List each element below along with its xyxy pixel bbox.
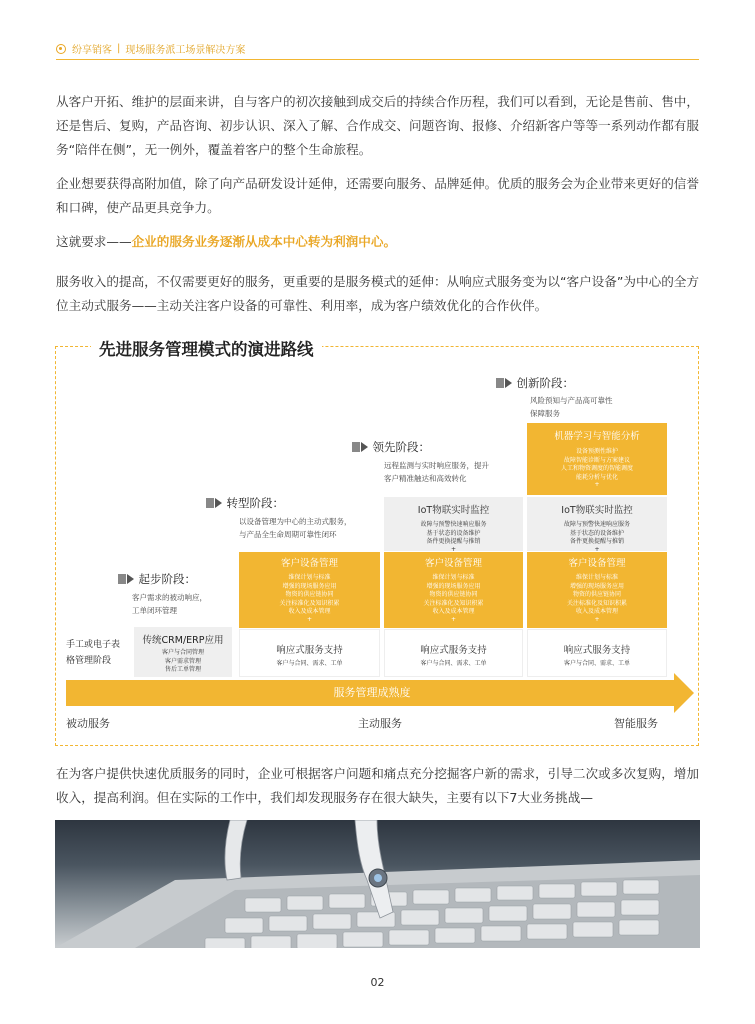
device-line-4: 关注标准化及知识积累 [566,599,627,607]
page-number: 02 [370,976,385,989]
plus-sign: + [594,545,600,553]
device-box-col2 [239,552,380,628]
device-box-col4 [527,552,667,628]
ml-title: 机器学习与智能分析 [554,431,640,442]
ml-box-col4 [527,423,667,495]
device-line-3: 物资的供应链协同 [429,591,478,598]
crm-erp-line-2: 客户需求管理 [164,657,201,665]
device-line-5: 收入及成本管理 [575,608,618,615]
ml-line-4: 能耗分析与优化 [575,473,618,481]
response-title: 响应式服务支持 [563,645,631,656]
robot-keyboard-image [55,820,700,948]
device-title: 客户设备管理 [424,558,482,569]
device-box-col3 [384,552,523,628]
plus-sign: + [594,481,600,488]
base-stage-line-2: 格管理阶段 [66,656,112,666]
brand-name: 纷享销客 [72,45,112,56]
device-line-1: 维保计划与标准 [288,574,331,581]
iot-line-3: 备件更换提醒与推销 [569,538,624,545]
stage-leading [352,439,430,455]
response-box-col2 [239,629,380,677]
brand-logo-icon [56,44,66,54]
iot-line-1: 故障与预警快速响应服务 [563,521,630,528]
stage-bar-icon [352,442,360,452]
response-line: 客户与合同、需求、工单 [276,660,343,667]
device-title: 客户设备管理 [568,558,626,569]
paragraph-3 [56,230,699,254]
iot-line-3: 备件更换提醒与推销 [426,538,481,545]
plus-sign: + [594,615,600,623]
stage-transform-desc [239,515,352,541]
crm-erp-line-3: 售后工单管理 [164,666,201,673]
stage-start-label: 起步阶段： [138,572,196,586]
stage-innovation [496,375,574,391]
paragraph-2: 企业想要获得高附加值，除了向产品研发设计延伸，还需要向服务、品牌延伸。优质的服务会为企业带来更好的信誉和口碑，使产品更具竞争力。 [56,176,699,215]
response-title: 响应式服务支持 [276,645,343,656]
iot-title: IoT物联实时监控 [561,505,633,516]
device-line-2: 增强的现场服务应用 [569,582,624,590]
diagram-title: 先进服务管理模式的演进路线 [91,336,322,360]
device-line-5: 收入及成本管理 [288,608,331,615]
ml-line-2: 故障智能诊断与方案建议 [563,456,630,464]
plus-sign: + [450,545,457,553]
crm-erp-line-1: 客户与合同管理 [161,649,204,656]
device-line-1: 维保计划与标准 [432,574,475,581]
device-line-4: 关注标准化及知识积累 [423,599,484,607]
stage-arrow-icon [215,498,222,508]
response-box-col3 [384,629,523,677]
stage-leading-desc-1: 远程监测与实时响应服务，提升 [384,461,489,470]
plus-sign: + [306,615,313,623]
response-line: 客户与合同、需求、工单 [420,660,487,667]
iot-line-2: 基于状态的设备维护 [426,529,481,537]
header-separator: | [117,43,121,54]
paragraph-5: 在为客户提供快速优质服务的同时，企业可根据客户问题和痛点充分挖掘客户新的需求，引导二次或多次复购，增加收入，提高利润。但在实际的工作中，我们却发现服务存在很大缺失，主要有以下7大业务挑战— [56,766,699,805]
base-stage-line-1: 手工或电子表 [66,640,121,650]
axis-active: 主动服务 [358,717,402,730]
device-line-1: 维保计划与标准 [575,574,618,581]
stage-leading-desc-2: 客户精准触达和高效转化 [384,474,467,483]
paragraph-3-highlight: 企业的服务业务逐渐从成本中心转为利润中心。 [131,234,397,249]
response-box-col4 [527,629,667,677]
base-stage-label [66,637,120,669]
device-line-4: 关注标准化及知识积累 [279,599,340,607]
stage-arrow-icon [505,378,512,388]
response-line: 客户与合同、需求、工单 [563,660,630,667]
stage-arrow-icon [127,574,134,584]
device-line-2: 增强的现场服务应用 [426,582,481,590]
stage-arrow-icon [361,442,368,452]
stage-innovation-desc-1: 风险预知与产品高可靠性 [530,396,613,405]
stage-innovation-desc-2: 保障服务 [530,409,560,418]
crm-erp-title: 传统CRM/ERP应用 [142,635,224,646]
stage-transform-desc-2: 与产品全生命周期可靠性闭环 [239,530,337,539]
stage-start [118,571,196,587]
stage-bar-icon [496,378,504,388]
axis-passive: 被动服务 [66,717,110,730]
device-line-2: 增强的现场服务应用 [282,582,337,590]
paragraph-1: 从客户开拓、维护的层面来讲，自与客户的初次接触到成交后的持续合作历程，我们可以看到，无论是售前、售中，还是售后、复购，产品咨询、初步认识、深入了解、合作成交、问题咨询、报修、介绍新客户等等一系列动作都有服务“陪伴在侧”，无一例外，覆盖着客户的整个生命旅程。 [56,94,699,157]
stage-innovation-desc [530,394,613,420]
iot-box-col3 [384,497,523,551]
robot-keyboard-illustration [55,820,700,948]
header-subtitle: 现场服务派工场景解决方案 [125,45,246,56]
stage-start-desc-1: 客户需求的被动响应， [132,593,207,602]
stage-innovation-label: 创新阶段： [516,376,574,390]
stage-transform-desc-1: 以设备管理为中心的主动式服务， [239,517,352,526]
device-line-3: 物资的供应链协同 [285,591,334,598]
stage-start-desc [132,591,207,617]
stage-leading-desc [384,459,489,485]
device-title: 客户设备管理 [280,558,338,569]
stage-bar-icon [118,574,126,584]
paragraph-3-prefix: 这就要求—— [56,234,132,249]
stage-transform [206,495,284,511]
stage-transform-label: 转型阶段： [226,496,284,510]
iot-title: IoT物联实时监控 [417,505,490,516]
device-line-3: 物资的供应链协同 [572,591,621,598]
stage-leading-label: 领先阶段： [372,440,430,454]
ml-line-3: 人工和物资调度的智能调度 [560,465,633,472]
iot-line-2: 基于状态的设备维护 [569,529,624,537]
plus-sign: + [450,615,457,623]
ml-line-1: 设备预测性维护 [575,448,618,455]
stage-bar-icon [206,498,214,508]
maturity-arrow-label: 服务管理成熟度 [333,686,411,699]
iot-box-col4 [527,497,667,551]
axis-smart: 智能服务 [614,717,658,730]
response-title: 响应式服务支持 [420,645,487,656]
evolution-diagram [55,340,699,746]
crm-erp-box [134,627,232,677]
page-header [56,38,699,60]
stage-start-desc-2: 工单闭环管理 [132,606,177,615]
iot-line-1: 故障与预警快速响应服务 [420,521,487,528]
paragraph-4: 服务收入的提高，不仅需要更好的服务，更重要的是服务模式的延伸：从响应式服务变为以“客户设备”为中心的全方位主动式服务——主动关注客户设备的可靠性、利用率，成为客户绩效优化的合作伙伴。 [56,274,699,313]
device-line-5: 收入及成本管理 [432,608,475,615]
